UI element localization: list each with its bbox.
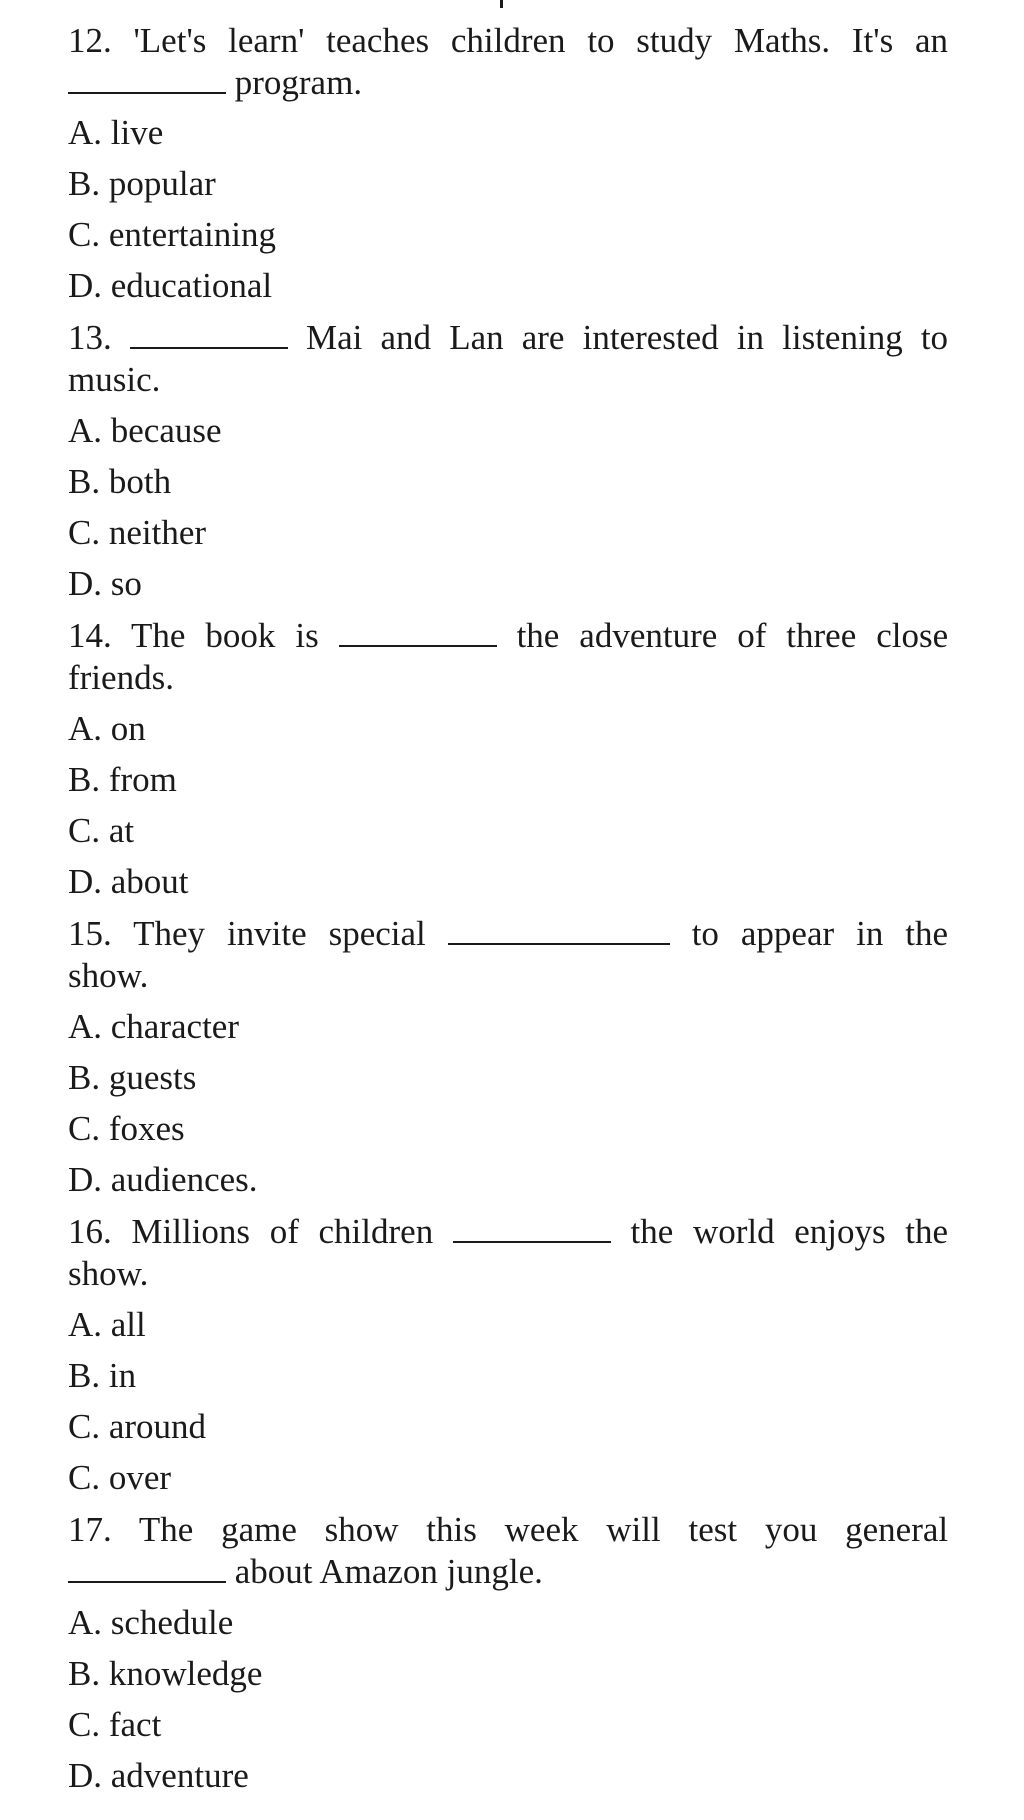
word: Lan — [449, 318, 504, 357]
word: The — [131, 616, 186, 655]
word: and — [380, 318, 432, 357]
word: the — [516, 616, 560, 655]
option: D. audiences. — [68, 1160, 258, 1199]
word: study — [636, 21, 713, 60]
word: close — [876, 616, 949, 655]
word: Millions — [131, 1212, 251, 1251]
word: teaches — [326, 21, 430, 60]
word: in — [736, 318, 765, 357]
question-16-stem-cont: show. — [68, 1254, 149, 1293]
word: 17. — [68, 1510, 112, 1549]
word: to — [691, 914, 719, 953]
word: this — [426, 1510, 477, 1549]
word: to — [587, 21, 615, 60]
word: learn' — [228, 21, 305, 60]
option: A. character — [68, 1007, 239, 1046]
answer-blank — [339, 615, 497, 647]
question-13-stem — [68, 316, 948, 360]
question-13-stem-cont: music. — [68, 360, 161, 399]
word: children — [450, 21, 566, 60]
option: D. so — [68, 564, 142, 603]
answer-blank — [130, 317, 288, 349]
word: week — [504, 1510, 579, 1549]
word: three — [786, 616, 857, 655]
word: appear — [740, 914, 835, 953]
crop-mark — [500, 0, 503, 8]
word: It's — [851, 21, 894, 60]
option: B. knowledge — [68, 1654, 263, 1693]
word: children — [318, 1212, 434, 1251]
option: C. over — [68, 1458, 172, 1497]
answer-blank — [68, 62, 226, 94]
word: to — [920, 318, 949, 357]
question-14-stem-cont: friends. — [68, 658, 174, 697]
word: of — [737, 616, 767, 655]
word: 12. — [68, 21, 112, 60]
stem-text: program. — [234, 63, 363, 102]
option: A. schedule — [68, 1603, 234, 1642]
word: 15. — [68, 914, 112, 953]
question-12-stem-cont — [68, 61, 362, 105]
word: world — [692, 1212, 775, 1251]
option: D. adventure — [68, 1756, 249, 1795]
option: C. entertaining — [68, 215, 277, 254]
stem-text: about Amazon jungle. — [234, 1552, 543, 1591]
option: A. because — [68, 411, 222, 450]
word: 16. — [68, 1212, 112, 1251]
word: 'Let's — [133, 21, 207, 60]
word: 13. — [68, 318, 112, 357]
option: D. educational — [68, 266, 273, 305]
word: Maths. — [733, 21, 831, 60]
question-15-stem — [68, 912, 948, 956]
word: listening — [782, 318, 903, 357]
word: general — [845, 1510, 949, 1549]
word: game — [221, 1510, 297, 1549]
option: C. around — [68, 1407, 207, 1446]
question-17-stem — [68, 1508, 948, 1552]
word: Mai — [306, 318, 363, 357]
word: enjoys — [794, 1212, 886, 1251]
word: in — [856, 914, 884, 953]
word: adventure — [579, 616, 718, 655]
option: C. neither — [68, 513, 207, 552]
word: special — [328, 914, 426, 953]
question-14-stem — [68, 614, 948, 658]
answer-blank — [453, 1211, 611, 1243]
word: an — [914, 21, 949, 60]
word: are — [521, 318, 565, 357]
option: B. popular — [68, 164, 216, 203]
option: B. both — [68, 462, 172, 501]
option: B. in — [68, 1356, 137, 1395]
word: the — [905, 1212, 949, 1251]
word: interested — [582, 318, 719, 357]
word: show — [324, 1510, 399, 1549]
word: The — [138, 1510, 194, 1549]
option: B. guests — [68, 1058, 197, 1097]
word: will — [606, 1510, 661, 1549]
answer-blank — [68, 1551, 226, 1583]
option: C. at — [68, 811, 135, 850]
word: the — [905, 914, 949, 953]
word: you — [764, 1510, 818, 1549]
word: is — [295, 616, 319, 655]
question-12-stem — [68, 19, 948, 63]
option: A. live — [68, 113, 164, 152]
option: C. fact — [68, 1705, 162, 1744]
option: A. on — [68, 709, 146, 748]
question-15-stem-cont: show. — [68, 956, 149, 995]
question-17-stem-cont — [68, 1550, 543, 1594]
word: the — [630, 1212, 674, 1251]
word: test — [688, 1510, 738, 1549]
word: book — [205, 616, 276, 655]
option: B. from — [68, 760, 177, 799]
word: of — [269, 1212, 299, 1251]
answer-blank — [448, 913, 670, 945]
option: A. all — [68, 1305, 146, 1344]
word: They — [133, 914, 205, 953]
word: invite — [226, 914, 307, 953]
word: 14. — [68, 616, 112, 655]
option: C. foxes — [68, 1109, 185, 1148]
question-16-stem — [68, 1210, 948, 1254]
option: D. about — [68, 862, 189, 901]
